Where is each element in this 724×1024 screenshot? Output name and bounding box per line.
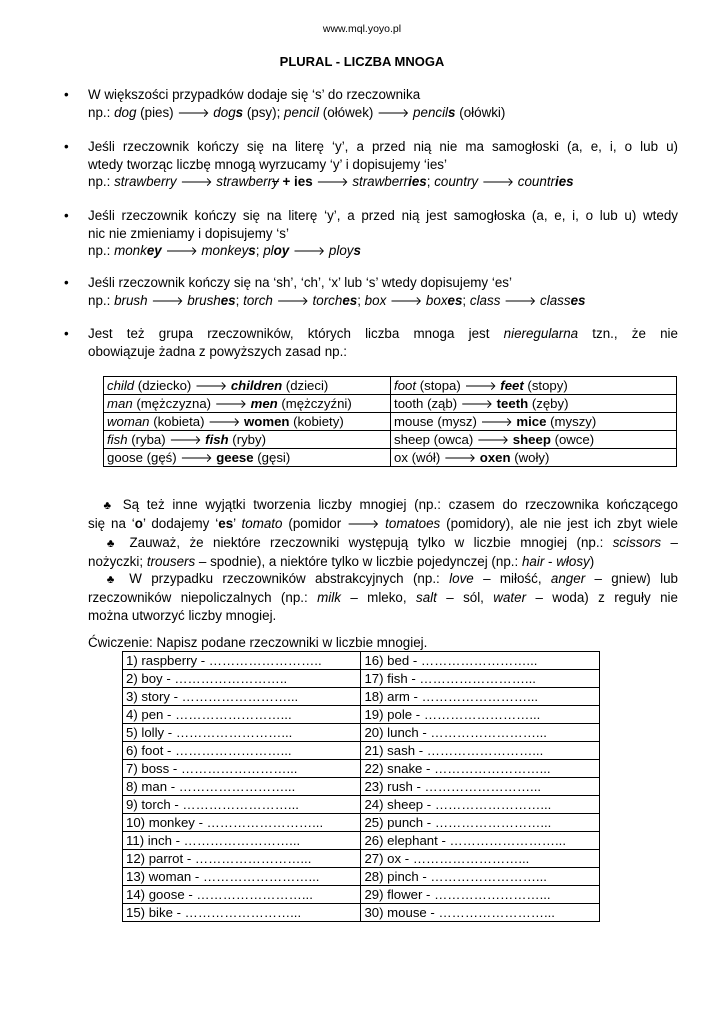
arrow-icon: 🡒: [214, 396, 247, 411]
irregular-cell: sheep (owca) 🡒 sheep (owce): [391, 431, 677, 449]
irregular-plurals-table: [103, 376, 677, 467]
table-row: [104, 395, 677, 413]
exercise-item[interactable]: 25) punch - ……………………...: [361, 814, 600, 832]
table-row: [123, 652, 600, 670]
exercise-item[interactable]: 12) parrot - ……………………...: [123, 850, 361, 868]
source-url: www.mql.yoyo.pl: [322, 23, 402, 35]
exercise-item[interactable]: 21) sash - ……………………...: [361, 742, 600, 760]
rule-4-example: np.: brush 🡒 brushes; torch 🡒 torches; box 🡒 boxes; class 🡒 classes: [88, 292, 586, 308]
exercise-item[interactable]: 18) arm - ……………………...: [361, 688, 600, 706]
arrow-icon: 🡒: [165, 244, 198, 258]
ploy-word: ploy: [263, 243, 290, 258]
exercise-item[interactable]: 10) monkey - ……………………...: [123, 814, 361, 832]
table-row: [123, 688, 600, 706]
dogs-word: dogs: [213, 104, 244, 120]
irregular-cell: ox (wół) 🡒 oxen (woły): [391, 449, 677, 467]
irregular-cell: tooth (ząb) 🡒 teeth (zęby): [391, 395, 677, 413]
strawberry-struck-word: strawberry: [216, 174, 279, 189]
arrow-icon: 🡒: [316, 175, 349, 189]
exercise-item[interactable]: 5) lolly - ……………………...: [123, 724, 361, 742]
table-row: [123, 670, 600, 688]
exercise-item[interactable]: 24) sheep - ……………………...: [361, 796, 600, 814]
rule-3-text-line1: Jeśli rzeczownik kończy się na literę ‘y’, a przed nią jest samogłoska (a, e, i, o lub u) wtedy: [88, 208, 678, 223]
table-row: [123, 814, 600, 832]
arrow-icon: 🡒: [208, 414, 241, 429]
rule-3-example: np.: monkey 🡒 monkeys; ploy 🡒 ploys: [88, 243, 361, 258]
bullet-icon: •: [64, 208, 69, 223]
exercise-item[interactable]: 9) torch - ……………………...: [123, 796, 361, 814]
table-row: [123, 904, 600, 922]
arrow-icon: 🡒: [293, 244, 326, 258]
irregular-cell: man (mężczyzna) 🡒 men (mężczyźni): [104, 395, 391, 413]
exercise-item[interactable]: 30) mouse - ……………………...: [361, 904, 600, 922]
exercise-item[interactable]: 7) boss - ……………………...: [123, 760, 361, 778]
pencils-word: pencils: [413, 104, 456, 120]
table-row: [123, 868, 600, 886]
rule-2-text-line2: wtedy tworząc liczbę mnogą wyrzucamy ‘y’ i dopisujemy ‘ies’: [88, 156, 447, 172]
exercise-item[interactable]: 15) bike - ……………………...: [123, 904, 361, 922]
table-row: [123, 850, 600, 868]
bullet-icon: •: [64, 275, 69, 290]
arrow-icon: 🡒: [180, 450, 213, 465]
bullet-icon: •: [64, 87, 69, 102]
irregular-cell: foot (stopa) 🡒 feet (stopy): [391, 377, 677, 395]
rule-1-example: np.: dog (pies) 🡒 dogs (psy); pencil (ołówek) 🡒 pencils (ołówki): [88, 104, 506, 120]
table-row: [123, 742, 600, 760]
arrow-icon: 🡒: [377, 105, 410, 120]
table-row: [104, 377, 677, 395]
exercise-item[interactable]: 22) snake - ……………………...: [361, 760, 600, 778]
exercise-item[interactable]: 13) woman - ……………………...: [123, 868, 361, 886]
arrow-icon: 🡒: [481, 175, 515, 189]
rule-2-example: np.: strawberry 🡒 strawberry + ies 🡒 strawberries; country 🡒 countries: [88, 174, 574, 189]
notes-section: [88, 496, 678, 624]
arrow-icon: 🡒: [460, 396, 493, 411]
monkeys-word: monkeys: [201, 243, 256, 258]
arrow-icon: 🡒: [169, 432, 202, 447]
arrow-icon: 🡒: [177, 105, 210, 120]
rule-1-text: W większości przypadków dodaje się ‘s’ do rzeczownika: [88, 87, 421, 102]
club-icon: ♣: [103, 500, 115, 512]
exercise-item[interactable]: 27) ox - ……………………...: [361, 850, 600, 868]
exercise-item[interactable]: 20) lunch - ……………………...: [361, 724, 600, 742]
irregular-cell: woman (kobieta) 🡒 women (kobiety): [104, 413, 391, 431]
bullet-icon: •: [64, 139, 69, 154]
arrow-icon: 🡒: [194, 378, 228, 393]
exercise-item[interactable]: 29) flower - ……………………...: [361, 886, 600, 904]
irregular-cell: goose (gęś) 🡒 geese (gęsi): [104, 449, 391, 467]
arrow-icon: 🡒: [504, 293, 537, 308]
monkey-word: monkey: [114, 243, 162, 258]
ploys-word: ploys: [328, 243, 361, 258]
rule-2: [64, 138, 678, 192]
torches-word: torches: [312, 292, 358, 308]
page-title: PLURAL - LICZBA MNOGA: [279, 54, 445, 69]
rule-5-text-line2: obowiązuje żadna z powyższych zasad np.:: [88, 343, 348, 359]
table-row: [104, 413, 677, 431]
rule-3-text-line2: nic nie zmieniamy i dopisujemy ‘s’: [88, 225, 289, 241]
arrow-icon: 🡒: [151, 293, 184, 308]
club-icon: ♣: [106, 537, 121, 550]
rule-5: [64, 325, 678, 360]
table-row: [123, 778, 600, 796]
exercise-item[interactable]: 28) pinch - ……………………...: [361, 868, 600, 886]
bullet-icon: •: [64, 326, 69, 341]
table-row: [123, 706, 600, 724]
rule-2-text-line1: Jeśli rzeczownik kończy się na literę ‘y’, a przed nią nie ma samogłoski (a, e, i, o lub u): [88, 139, 678, 154]
rule-4: [64, 274, 678, 310]
strawberries-word: strawberries: [352, 174, 427, 189]
exercise-instruction: Ćwiczenie: Napisz podane rzeczowniki w liczbie mnogiej.: [88, 635, 428, 650]
rule-4-text: Jeśli rzeczownik kończy się na ‘sh’, ‘ch’, ‘x’ lub ‘s’ wtedy dopisujemy ‘es’: [88, 275, 512, 290]
table-row: [123, 832, 600, 850]
irregular-cell: child (dziecko) 🡒 children (dzieci): [104, 377, 391, 395]
exercise-item[interactable]: 11) inch - ……………………...: [123, 832, 361, 850]
exercise-item[interactable]: 4) pen - ……………………...: [123, 706, 361, 724]
exercise-item[interactable]: 3) story - ……………………...: [123, 688, 361, 706]
arrow-icon: 🡒: [180, 175, 213, 189]
irregular-cell: fish (ryba) 🡒 fish (ryby): [104, 431, 391, 449]
table-row: [104, 431, 677, 449]
exercise-item[interactable]: 14) goose - ……………………...: [123, 886, 361, 904]
exercise-item[interactable]: 8) man - ……………………...: [123, 778, 361, 796]
rule-3: [64, 207, 678, 261]
note-1: ♣ Są też inne wyjątki tworzenia liczby mnogiej (np.: czasem do rzeczownika kończącego się na ‘o’ dodajemy ‘es’ tomato (pomidor 🡒 tomatoes (pomidory), ale nie jest ich zbyt wiele: [88, 497, 678, 532]
table-row: [104, 449, 677, 467]
exercise-item[interactable]: 17) fish - ……………………...: [361, 670, 600, 688]
exercise-item[interactable]: 19) pole - ……………………...: [361, 706, 600, 724]
note-2: ♣ Zauważ, że niektóre rzeczowniki występują tylko w liczbie mnogiej (np.: scissors – nożyczki; trousers – spodnie), a niektóre tylko w liczbie pojedynczej (np.: hair - włosy): [88, 534, 678, 569]
arrow-icon: 🡒: [464, 378, 497, 393]
brushes-word: brushes: [187, 292, 236, 308]
arrow-icon: 🡒: [476, 432, 510, 447]
table-row: [123, 886, 600, 904]
exercise-table: [122, 651, 600, 922]
table-row: [123, 724, 600, 742]
classes-word: classes: [540, 292, 586, 308]
exercise-item[interactable]: 16) bed - ……………………...: [361, 652, 600, 670]
arrow-icon: 🡒: [443, 450, 477, 465]
rule-1: [64, 86, 678, 122]
arrow-icon: 🡒: [390, 293, 423, 308]
table-row: [123, 760, 600, 778]
club-icon: ♣: [106, 574, 120, 587]
exercise-item[interactable]: 6) foot - ……………………...: [123, 742, 361, 760]
arrow-icon: 🡒: [480, 414, 513, 429]
exercise-item[interactable]: 23) rush - ……………………...: [361, 778, 600, 796]
rule-5-text-line1: Jest też grupa rzeczowników, których liczba mnoga jest nieregularna tzn., że nie: [88, 326, 678, 341]
arrow-icon: 🡒: [276, 293, 309, 308]
note-3: ♣ W przypadku rzeczowników abstrakcyjnych (np.: love – miłość, anger – gniew) lub rzeczowników niepoliczalnych (np.: milk – mleko, salt – sól, water – woda) z reguły nie można utworzyć liczby mnogiej.: [88, 571, 678, 623]
irregular-cell: mouse (mysz) 🡒 mice (myszy): [391, 413, 677, 431]
table-row: [123, 796, 600, 814]
exercise-item[interactable]: 2) boy - ……………………..: [123, 670, 361, 688]
countries-word: countries: [517, 174, 574, 189]
exercise-item[interactable]: 26) elephant - ……………………...: [361, 832, 600, 850]
boxes-word: boxes: [425, 292, 463, 308]
arrow-icon: 🡒: [347, 517, 380, 532]
exercise-item[interactable]: 1) raspberry - ……………………..: [123, 652, 361, 670]
